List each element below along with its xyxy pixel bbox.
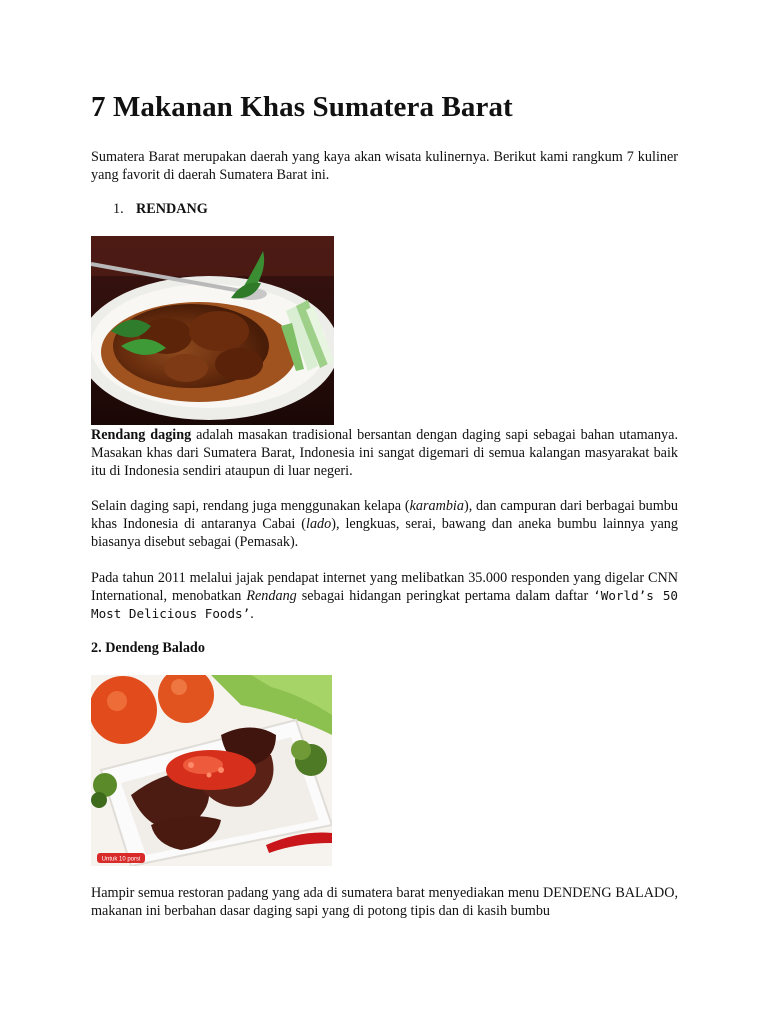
- rendang-paragraph-3-b: sebagai hidangan peringkat pertama dalam daftar: [296, 588, 594, 604]
- karambia-italic: karambia: [409, 498, 464, 514]
- page-title: 7 Makanan Khas Sumatera Barat: [91, 91, 513, 123]
- dendeng-caption-label: Untuk 10 porsi: [101, 856, 141, 863]
- rendang-paragraph-3: [91, 569, 678, 623]
- section-heading-rendang: RENDANG: [136, 201, 208, 217]
- rendang-paragraph-3-c: .: [250, 606, 254, 622]
- rendang-paragraph-2-a: Selain daging sapi, rendang juga menggunakan kelapa (: [91, 498, 410, 514]
- intro-paragraph: Sumatera Barat merupakan daerah yang kaya akan wisata kulinernya. Berikut kami rangkum 7 kuliner yang favorit di daerah Sumatera Barat ini.: [91, 149, 678, 183]
- rendang-italic: Rendang: [246, 588, 297, 604]
- list-item-rendang: [113, 201, 208, 218]
- worlds-50-foods-title: ‘World’s 50 Most Delicious Foods’: [91, 588, 678, 621]
- rendang-paragraph-1: [91, 426, 678, 480]
- rendang-daging-bold: Rendang daging: [91, 427, 192, 443]
- dendeng-paragraph: Hampir semua restoran padang yang ada di sumatera barat menyediakan menu DENDENG BALADO, makanan ini berbahan dasar daging sapi yang di potong tipis dan di kasih bumbu: [91, 885, 678, 919]
- rendang-paragraph-1-text: adalah masakan tradisional bersantan dengan daging sapi sebagai bahan utamanya. Masakan khas dari Sumatera Barat, Indonesia ini sangat digemari di semua kalangan masyarakat baik itu di Indonesia sendiri ataupun di luar negeri.: [91, 427, 679, 479]
- rendang-paragraph-3-a: Pada tahun 2011 melalui jajak pendapat internet yang melibatkan 35.000 responden yang digelar CNN International, menobatkan: [91, 570, 678, 604]
- lado-italic: lado: [306, 516, 332, 532]
- rendang-paragraph-2-b: ), dan campuran dari berbagai bumbu khas Indonesia di antaranya Cabai (: [91, 498, 678, 532]
- dendeng-balado-photo: [91, 675, 332, 866]
- rendang-paragraph-2-c: ), lengkuas, serai, bawang dan aneka bumbu lainnya yang biasanya disebut sebagai (Pemasak).: [91, 516, 678, 550]
- rendang-paragraph-2: [91, 497, 678, 551]
- list-number: 1.: [113, 201, 124, 217]
- section-heading-dendeng: 2. Dendeng Balado: [91, 640, 205, 656]
- rendang-photo: [91, 236, 334, 425]
